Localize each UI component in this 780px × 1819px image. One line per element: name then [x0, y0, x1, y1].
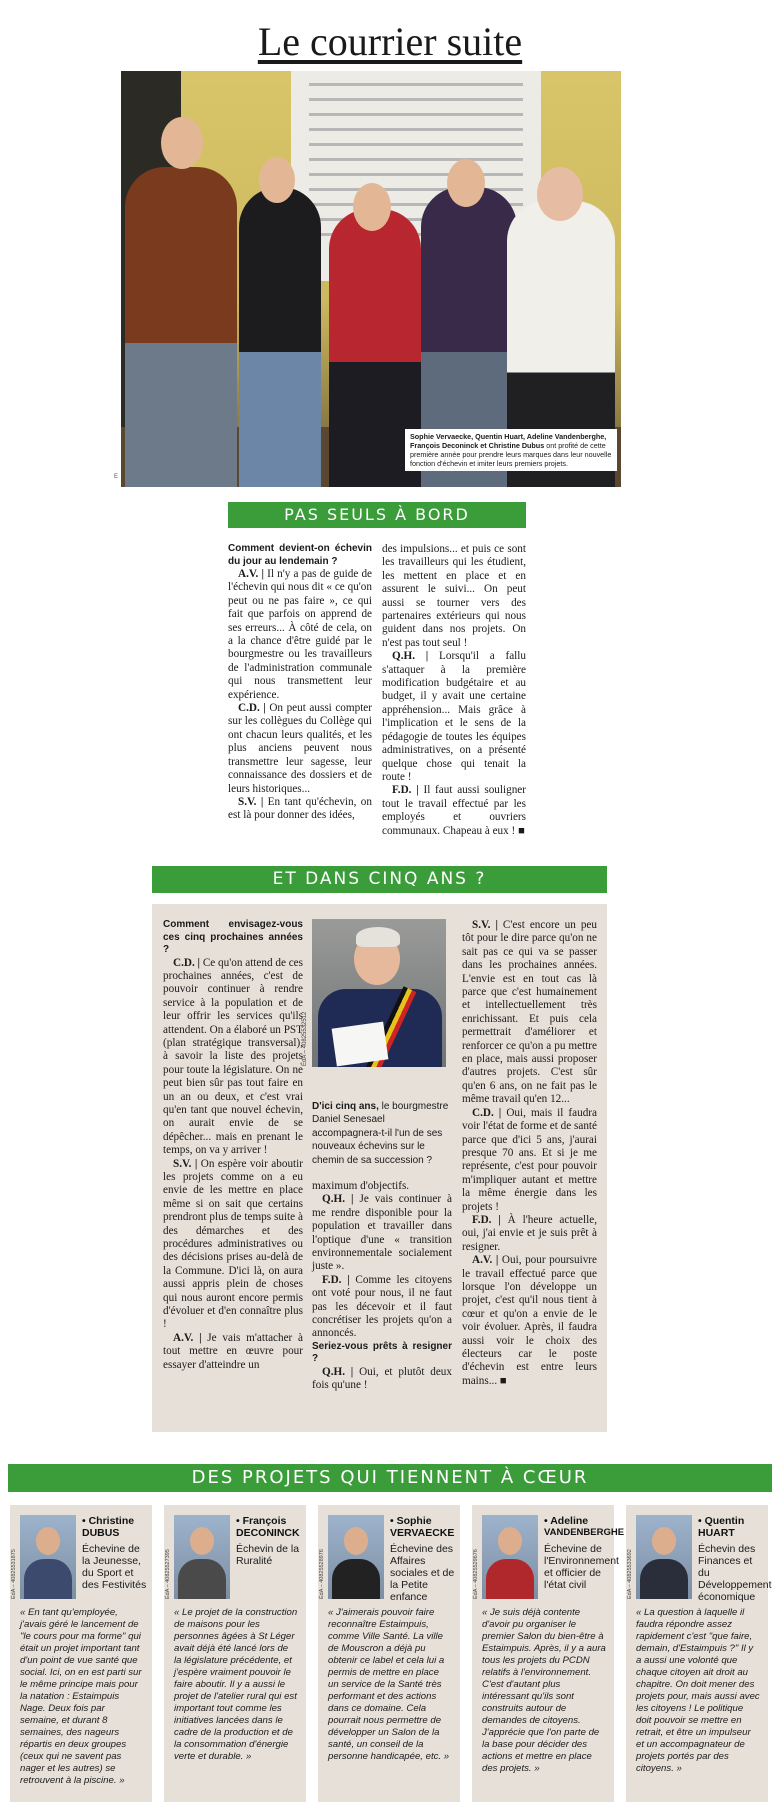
- answer-text: des impulsions... et puis ce sont les travailleurs qui les étudient, les mettent en place et en assurent le suivi... On peut aussi se tourner vers des partenaires extérieurs qui nous guident dans nos projets. On n'est pas tout seul !: [382, 543, 526, 649]
- answer-paragraph: [228, 796, 372, 823]
- portrait-credit: ÉdA – 40825529676: [473, 1549, 479, 1599]
- speaker-initials: C.D. |: [173, 956, 201, 969]
- answer-paragraph: [462, 1214, 597, 1254]
- speaker-initials: A.V. |: [472, 1254, 499, 1267]
- answer-paragraph: [462, 1254, 597, 1388]
- answer-paragraph: [312, 1274, 452, 1341]
- speaker-initials: F.D. |: [322, 1273, 350, 1286]
- answer-text: Il faut aussi souligner tout le travail effectué par les employés et ouvriers communaux. Chapeau à eux ! ■: [382, 784, 526, 837]
- portrait-photo: [482, 1515, 538, 1599]
- question: Comment devient-on échevin du jour au lendemain ?: [228, 543, 372, 567]
- photo-caption-names: Sophie Vervaecke, Quentin Huart, Adeline Vandenberghe, François Deconinck et Christine Dubus: [410, 432, 607, 450]
- answer-paragraph: [312, 1366, 452, 1393]
- card-quote: « La question à laquelle il faudra répondre assez rapidement c'est "que faire, demain, d'Estaimpuis ?" Il y a aussi une volonté que chaque citoyen ait droit au chapitre. On doit mener des projets pour, mais aussi avec les citoyens ! Le politique doit pouvoir se mettre en retrait, et être un impulseur et un accompagnateur de projets portés par des citoyens. »: [636, 1607, 760, 1774]
- answer-paragraph: [382, 784, 526, 838]
- person-1-head: [161, 117, 203, 169]
- speaker-initials: C.D. |: [238, 702, 266, 715]
- card-name: [82, 1515, 148, 1539]
- card-last-name: DECONINCK: [236, 1527, 300, 1539]
- answer-text: Je vais m'attacher à tout mettre en œuvre pour essayer d'atteindre un: [163, 1331, 304, 1371]
- card-quote: « Le projet de la construction de maisons pour les personnes âgées à St Léger avait déjà été lancé lors de la législature précédente, et j'espère vraiment pouvoir le faire aboutir. Il y a aussi le projet de l'atelier rural qui est important tout comme les initiatives lancées dans le cadre de la production et de la consommation d'énergie verte et durable. »: [174, 1607, 298, 1762]
- answer-paragraph: [382, 543, 526, 650]
- speaker-initials: F.D. |: [392, 784, 419, 797]
- answer-text: Je vais continuer à me rendre disponible pour la population et travailler dans l'optique d'une « transition environnementale socialement juste ».: [312, 1193, 452, 1273]
- mayor-caption-text: le bourgmestre Daniel Senesael accompagnera-t-il l'un de ses nouveaux échevins sur le chemin de sa succession ?: [312, 1101, 449, 1166]
- section2-column-3: [462, 919, 597, 1388]
- photo-caption: [405, 429, 617, 471]
- person-5-head: [537, 167, 583, 221]
- answer-text: Oui, et plutôt deux fois qu'une !: [312, 1365, 452, 1392]
- speaker-initials: S.V. |: [173, 1157, 198, 1170]
- answer-text: Ce qu'on attend de ces prochaines années, c'est de pouvoir continuer à rendre service à la population et de leur offrir les services qu'ils attendent. On a élaboré un PST (plan stratégique transversal), à savoir la liste des projets pour toute la législature. On ne peut bien sûr pas tout faire en un an ou deux, et c'est vrai qu'en tant que nouvel échevin, on aurait envie de se dépêcher... mais en prenant le temps, on va y arriver !: [163, 956, 303, 1157]
- answer-paragraph: [312, 1193, 452, 1273]
- answer-text: Comme les citoyens ont voté pour nous, il ne faut pas les décevoir et il faut concrétiser les projets qu'on a annoncés.: [312, 1273, 452, 1340]
- answer-text: En tant qu'échevin, on est là pour donner des idées,: [228, 795, 372, 822]
- answer-text: Lorsqu'il a fallu s'attaquer à la première modification budgétaire et au budget, il y avait une certaine appréhension... Mais grâce à l'implication et le sens de la pédagogie de toutes les équipes administratives, on a présenté quelque chose qui tenait la route !: [382, 650, 526, 783]
- answer-paragraph: [163, 957, 303, 1158]
- card-last-name: HUART: [698, 1527, 735, 1539]
- answer-paragraph: [312, 1180, 452, 1193]
- card-last-name: VERVAECKE: [390, 1527, 455, 1539]
- speaker-initials: Q.H. |: [392, 650, 429, 663]
- portrait-credit: ÉdA – 40825527395: [165, 1549, 171, 1599]
- card-name: [236, 1515, 302, 1539]
- mayor-photo-credit: ÉdA – 40825532512: [302, 1011, 308, 1066]
- card-last-name: VANDENBERGHE: [544, 1527, 625, 1538]
- card-first-name: • Sophie: [390, 1515, 432, 1527]
- answer-text: Oui, pour poursuivre le travail effectué parce que lorsque l'on développe un projet, c'est qu'il nous tient à cœur et qu'on a envie de le voir évoluer. Après, il faudra aussi voir le choix des électeurs car le poste d'échevin est entre leurs mains... ■: [462, 1254, 597, 1387]
- card-first-name: • Quentin: [698, 1515, 745, 1527]
- answer-paragraph: [163, 1158, 303, 1332]
- answer-paragraph: [462, 919, 597, 1107]
- speaker-initials: Q.H. |: [322, 1193, 354, 1206]
- answer-text: Il n'y a pas de guide de l'échevin qui nous dit « ce qu'on peut ou ne pas faire », ce qui fait que parfois on apprend de ses erreurs... À côté de cela, on a la chance d'être guidé par le bourgmestre ou les travailleurs de l'administration communale qui nous transmettent leur expérience.: [228, 568, 373, 701]
- speaker-initials: F.D. |: [472, 1213, 501, 1226]
- speaker-initials: A.V. |: [238, 568, 264, 580]
- section-banner-projets: DES PROJETS QUI TIENNENT À CŒUR: [8, 1464, 772, 1492]
- answer-text: On peut aussi compter sur les collègues du Collège qui ont chacun leurs qualités, et les plus anciens peuvent nous transmettre leur sagesse, leur connaissance des dossiers et de leurs historiques...: [228, 702, 372, 795]
- portrait-photo: [20, 1515, 76, 1599]
- answer-paragraph: [382, 650, 526, 784]
- answer-text: Oui, mais il faudra voir l'état de forme et de santé parce que d'ici 5 ans, j'aurai presque 70 ans. Et si je me représente, c'est pour pouvoir m'impliquer autant et mettre la même énergie dans les projets !: [462, 1106, 598, 1213]
- project-card: [472, 1505, 625, 1802]
- card-first-name: • François: [236, 1515, 287, 1527]
- section-banner-cinq-ans: ET DANS CINQ ANS ?: [152, 866, 607, 893]
- person-1: [125, 167, 237, 487]
- mayor-caption-bold: D'ici cinq ans,: [312, 1101, 379, 1112]
- person-3-head: [353, 183, 391, 231]
- person-2: [239, 187, 321, 487]
- answer-text: À l'heure actuelle, oui, j'ai envie et je suis prêt à resigner.: [462, 1213, 598, 1253]
- section1-right-column: [382, 543, 526, 838]
- person-2-head: [259, 157, 295, 203]
- card-first-name: • Adeline: [544, 1515, 589, 1527]
- project-card: [10, 1505, 152, 1802]
- speaker-initials: Q.H. |: [322, 1365, 354, 1378]
- speaker-initials: C.D. |: [472, 1106, 502, 1119]
- question: Comment envisagez-vous ces cinq prochaines années ?: [163, 919, 303, 955]
- card-last-name: DUBUS: [82, 1527, 120, 1539]
- card-role: Échevin des Finances et du Développement économique: [698, 1543, 772, 1603]
- card-first-name: • Christine: [82, 1515, 135, 1527]
- portrait-photo: [328, 1515, 384, 1599]
- person-4-head: [447, 159, 485, 207]
- mayor-photo-caption: [312, 1100, 452, 1167]
- card-name: [544, 1515, 625, 1539]
- answer-paragraph: [462, 1107, 597, 1214]
- answer-paragraph: [163, 1332, 303, 1372]
- page-title: Le courrier suite: [257, 19, 523, 64]
- answer-text: On espère voir aboutir les projets comme on a eu envie de les mettre en place même si on sait que certains prendront plus de temps suite à des démarches et des procédures administratives ou des décisions prises au-delà de la Commune. D'ici là, on aura aussi appris plein de choses qui nous auront encore permis d'évoluer et d'en connaître plus !: [163, 1157, 303, 1331]
- card-quote: « En tant qu'employée, j'avais géré le lancement de "le cours pour ma forme" qui était un projet important tant d'un point de vue santé que social. Ici, on en est parti sur le même principe mais pour la natation : Estaimpuis Nage. Deux fois par semaine, et durant 8 semaines, des nageurs répartis en deux groupes (ceux qui ne savent pas nager et les autres) se retrouvent à la piscine. »: [20, 1607, 142, 1786]
- project-card: [164, 1505, 306, 1802]
- card-role: Échevine des Affaires sociales et de la Petite enfance: [390, 1543, 455, 1603]
- project-card: [318, 1505, 460, 1802]
- portrait-credit: ÉdA – 40825528976: [319, 1549, 325, 1599]
- portrait-credit: ÉdA – 40825533692: [627, 1549, 633, 1599]
- section2-column-1: [163, 919, 303, 1372]
- speaker-initials: S.V. |: [238, 795, 264, 808]
- card-role: Échevin de la Ruralité: [236, 1543, 300, 1567]
- section2-column-2: [312, 1180, 452, 1393]
- section-banner-pas-seuls: PAS SEULS À BORD: [228, 502, 526, 528]
- photo-caption-text: ont profité de cette première année pour prendre leurs marques dans leur nouvelle fonction d'échevin et imiter leurs premiers projets.: [410, 441, 612, 468]
- answer-paragraph: [228, 568, 372, 702]
- project-card: [626, 1505, 772, 1802]
- group-photo: [121, 71, 621, 487]
- section1-left-column: [228, 543, 372, 823]
- portrait-photo: [636, 1515, 692, 1599]
- answer-text: maximum d'objectifs.: [312, 1180, 410, 1192]
- card-name: [698, 1515, 764, 1539]
- card-quote: « J'aimerais pouvoir faire reconnaître Estaimpuis, comme Ville Santé. La ville de Mouscron a déjà pu obtenir ce label et cela lui a permis de mettre en place un service de la Santé très performant et des actions dans ce domaine. Cela pourrait nous permettre de développer un Salon de la santé, un conseil de la personne handicapée, etc. »: [328, 1607, 450, 1762]
- card-quote: « Je suis déjà contente d'avoir pu organiser le premier Salon du bien-être à Estaimpuis. Après, il y a aura tous les projets du PCDN relatifs à l'environnement. C'est d'autant plus intéressant qu'ils sont construits autour de demandes de citoyens. J'apprécie que l'on parte de la base pour décider des actions et mettre en place des projets. »: [482, 1607, 606, 1774]
- speaker-initials: A.V. |: [173, 1331, 202, 1344]
- answer-text: C'est encore un peu tôt pour le dire parce qu'on ne sait pas ce qui va se passer dans les prochaines années. L'envie est en tout cas là parce que c'est humainement et intellectuellement très enrichissant. Et puis cela permettrait d'améliorer et renforcer ce qu'on a pu mettre en place, mais aussi proposer d'autres projets. C'est sûr qu'en 6 ans, on ne fait pas le même travail qu'en 12...: [462, 919, 597, 1106]
- speaker-initials: S.V. |: [472, 919, 498, 931]
- mayor-photo: [312, 919, 446, 1067]
- card-role: Échevine de l'Environnement et officier de l'état civil: [544, 1543, 619, 1591]
- card-name: [390, 1515, 456, 1539]
- card-role: Échevine de la Jeunesse, du Sport et des Festivités: [82, 1543, 147, 1591]
- answer-paragraph: [228, 702, 372, 796]
- portrait-credit: ÉdA – 40825531875: [11, 1549, 17, 1599]
- portrait-photo: [174, 1515, 230, 1599]
- photo-credit: E: [114, 474, 119, 480]
- question: Seriez-vous prêts à resigner ?: [312, 1340, 452, 1365]
